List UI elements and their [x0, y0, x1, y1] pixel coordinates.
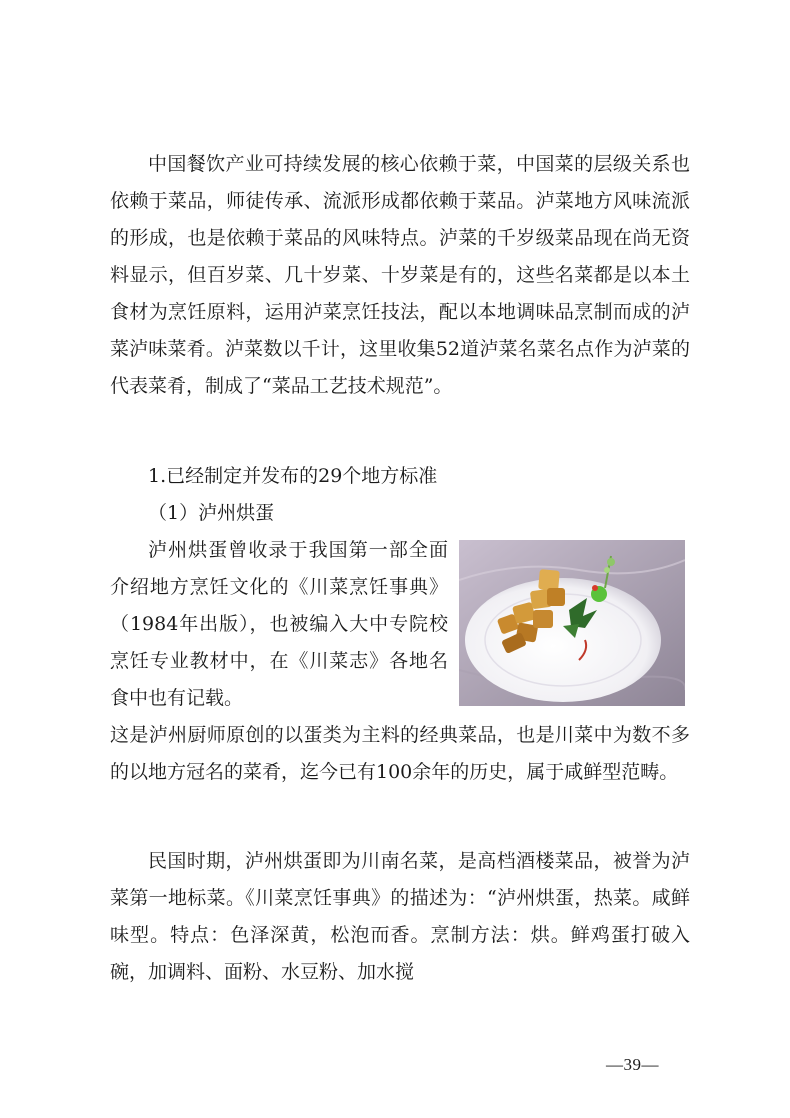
- history-paragraph: 民国时期，泸州烘蛋即为川南名菜，是高档酒楼菜品，被誉为泸菜第一地标菜。《川菜烹饪事典》的描述为：“泸州烘蛋，热菜。咸鲜味型。特点：色泽深黄，松泡而香。烹制方法：烘。鲜鸡蛋打破入碗，加调料、面粉、水豆粉、加水搅: [110, 850, 690, 983]
- subsection-heading-luzhou-hongdan: （1）泸州烘蛋: [148, 502, 275, 524]
- intro-paragraph: 中国餐饮产业可持续发展的核心依赖于菜，中国菜的层级关系也依赖于菜品，师徒传承、流派形成都依赖于菜品。泸菜地方风味流派的形成，也是依赖于菜品的风味特点。泸菜的千岁级菜品现在尚无资料显示，但百岁菜、几十岁菜、十岁菜是有的，这些名菜都是以本土食材为烹饪原料，运用泸菜烹饪技法，配以本地调味品烹制而成的泸菜泸味菜肴。泸菜数以千计，这里收集52道泸菜名菜名点作为泸菜的代表菜肴，制成了“菜品工艺技术规范”。: [110, 153, 690, 397]
- hongdan-paragraph-continued: 这是泸州厨师原创的以蛋类为主料的经典菜品，也是川菜中为数不多的以地方冠名的菜肴，迄今已有100余年的历史，属于咸鲜型范畴。: [110, 724, 690, 783]
- section-heading-standards: 1.已经制定并发布的29个地方标准: [148, 465, 438, 487]
- page-number: —39—: [606, 1055, 659, 1074]
- luzhou-hongdan-dish-photo: [459, 540, 685, 706]
- hongdan-paragraph-wrapped: 泸州烘蛋曾收录于我国第一部全面介绍地方烹饪文化的《川菜烹饪事典》（1984年出版），也被编入大中专院校烹饪专业教材中，在《川菜志》各地名食中也有记载。: [110, 539, 448, 709]
